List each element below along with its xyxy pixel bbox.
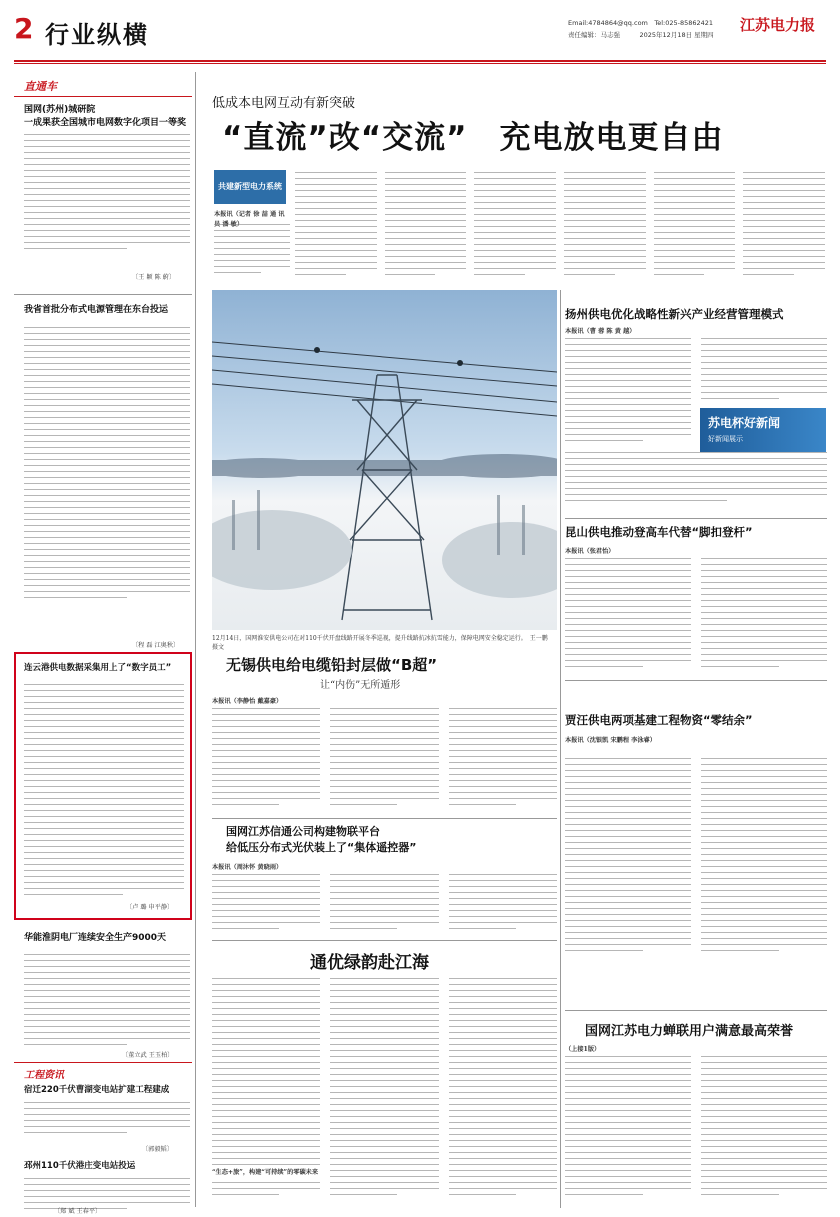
article-title: 国网(苏州)城研院 一成果获全国城市电网数字化项目一等奖 [24,105,187,128]
story-title: 扬州供电优化战略性新兴产业经营管理模式 [565,307,784,321]
section-label-direct-train: 直通车 [24,80,57,93]
contact-line: Email:4784864@qq.com Tel:025-85862421 [568,19,714,27]
story-body [212,874,557,936]
article-body [24,134,190,284]
lead-byline: 本报讯（记者 徐 喆 通 讯 [214,211,285,218]
article-byline: 〔郭毅韬〕 [142,1146,173,1153]
story-title: 无锡供电给电缆铅封层做“B超” [226,656,438,674]
transmission-tower-scene [212,290,557,630]
story-byline: 本报讯（李静怡 戴嘉豪） [212,698,283,705]
award-banner [700,408,826,452]
article-byline: 〔卢 璐 申平静〕 [126,904,174,911]
masthead [0,0,840,56]
story-title: 国网江苏电力蝉联用户满意最高荣誉 [585,1024,794,1039]
story-byline: 本报讯（曹 蓉 陈 黄 越） [565,328,636,335]
article-byline: 〔王 颖 陈 蔚〕 [132,274,176,281]
editor-line: 责任编辑：马志强 2025年12月18日 星期四 [568,31,714,39]
section-label-engineering: 工程资讯 [24,1070,64,1081]
article-title: 邳州110千伏港庄变电站投运 [24,1161,136,1171]
story-body [565,452,827,512]
story-title: 通优绿韵赴江海 [310,953,429,973]
page-number: 2 [14,12,34,45]
lead-badge: 共建新型电力系统 [214,170,286,204]
lead-body-columns [295,172,825,280]
section-title: 行业纵横 [45,21,149,49]
story-title: 昆山供电推动登高车代替“脚扣登杆” [565,525,753,539]
article-title: 华能淮阴电厂连续安全生产9000天 [24,933,167,943]
story-body [565,558,827,676]
article-body [24,1102,190,1144]
article-body [24,954,190,1050]
story-byline: （上接1版） [565,1046,601,1053]
story-body [565,1056,827,1206]
article-byline: 〔郑 斌 王春平〕 [54,1208,102,1215]
story-title: 国网江苏信通公司构建物联平台 给低压分布式光伏装上了“集体遥控器” [226,825,417,854]
article-body [24,684,184,906]
story-byline: 本报讯（周沐怀 黄晓雨） [212,864,283,871]
article-title: 连云港供电数据采集用上了“数字员工” [24,663,172,673]
lead-photo [212,290,557,630]
article-byline: 〔程 磊 江奥秋〕 [132,642,180,649]
award-banner-title: 苏电杯好新闻 [708,416,781,430]
article-title: 宿迁220千伏曹湖变电站扩建工程建成 [24,1085,170,1095]
story-byline: 本报讯（沈银凯 宋鹏程 李泳睿） [565,737,656,744]
story-subtitle: 让“内伤”无所遁形 [320,680,401,691]
article-body [24,327,190,647]
lead-kicker: 低成本电网互动有新突破 [212,96,356,111]
lead-body [214,224,290,282]
award-banner-subtitle: 好新闻展示 [708,435,743,443]
article-body [24,1178,190,1216]
article-title: 我省首批分布式电源管理在东台投运 [24,305,169,315]
story-body [565,758,827,958]
story-subheading: “生态+旅”，构建“可持续”的零碳未来 [212,1168,322,1178]
article-byline: 〔董立武 王玉柏〕 [122,1052,174,1059]
newspaper-logo: 江苏电力报 [740,16,816,34]
lead-headline: “直流”改“交流” 充电放电更自由 [222,120,724,156]
story-byline: 本报讯（张君怡） [565,548,615,555]
masthead-rule [14,60,826,62]
left-column [14,72,192,1215]
story-body [212,708,557,812]
story-title: 贾汪供电两项基建工程物资“零结余” [565,713,753,727]
lead-photo-caption: 12月14日，国网淮安供电公司在对110千伏开盘线路开展冬季巡视，提升线路抗冰抗雪能力，保障电网安全稳定运行。 王一鹏 摄文 [212,635,554,651]
